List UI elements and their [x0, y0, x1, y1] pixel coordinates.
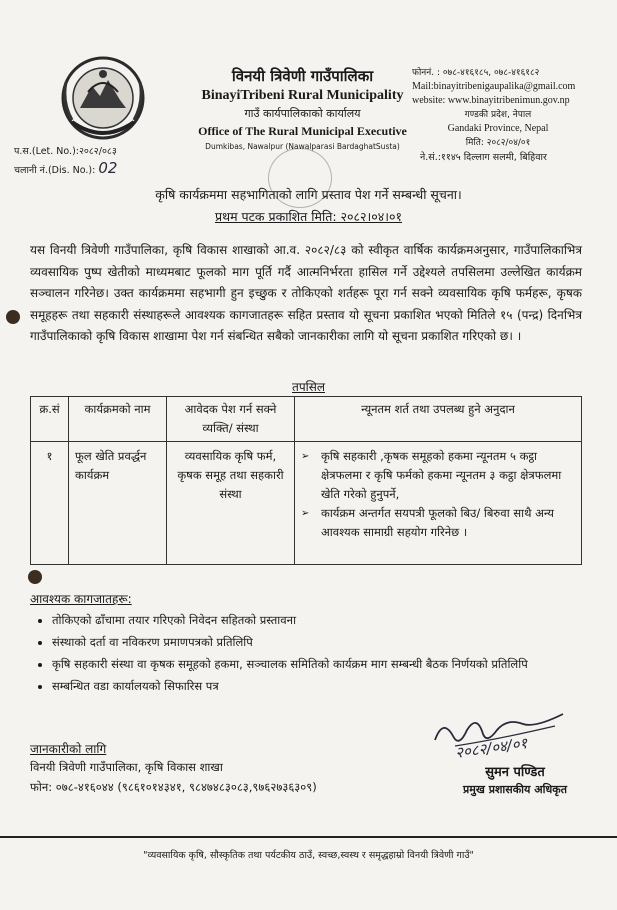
dispatch-number-label: चलानी नं.(Dis. No.):: [14, 165, 96, 176]
province-en: Gandaki Province, Nepal: [447, 123, 549, 134]
website-address: website: www.binayitribenimun.gov.np: [412, 95, 570, 106]
column-header-sn: क्र.सं: [31, 397, 69, 442]
phone-numbers: फोननं. : ०७८-४१६१८५, ०७८-४१६१८२: [412, 68, 540, 78]
footer-divider: [0, 836, 617, 838]
column-header-conditions: न्यूनतम शर्त तथा उपलब्ध हुने अनुदान: [295, 397, 582, 442]
office-name-np: गाउँ कार्यपालिकाको कार्यालय: [244, 107, 361, 120]
contact-block: [412, 66, 612, 150]
list-item: • तोकिएको ढाँचामा तयार गरिएको निवेदन सहितको प्रस्तावना: [52, 610, 572, 630]
column-header-program: कार्यक्रमको नाम: [69, 397, 167, 442]
list-item: • संस्थाको दर्ता वा नविकरण प्रमाणपत्रको प्रतिलिपि: [52, 632, 572, 652]
signature-date: २०८२/०४/०१: [454, 734, 529, 762]
cell-applicant: व्यवसायिक कृषि फर्म, कृषक समूह तथा सहकारी संस्था: [167, 442, 295, 565]
condition-item: ➢ कार्यक्रम अन्तर्गत सयपत्री फूलको बिउ/ बिरुवा साथै अन्य आवश्यक सामाग्री सहयोग गरिनेछ ।: [315, 504, 575, 542]
condition-item: ➢ कृषि सहकारी ,कृषक समूहको हकमा न्यूनतम ५ कट्ठा क्षेत्रफलमा र कृषि फर्मको हकमा न्यूनतम ३ कट्ठा क्षेत्रफलमा खेति गरेको हुनुपर्ने,: [315, 447, 575, 504]
list-item: • सम्बन्धित वडा कार्यालयको सिफारिस पत्र: [52, 676, 572, 696]
office-name-en: Office of The Rural Municipal Executive: [198, 124, 407, 138]
dispatch-number-value: 02: [98, 159, 118, 177]
office-heading: [185, 66, 420, 151]
footer-slogan: "व्यवसायिक कृषि, सौस्कृतिक तथा पर्यटकीय ठाउँ, स्वच्छ,स्वस्थ र समृद्धहाम्रो विनयी त्रिवेणी गाउँ": [143, 850, 474, 861]
municipality-name-np: विनयी त्रिवेणी गाउँपालिका: [231, 67, 374, 85]
table-row: [31, 442, 582, 565]
letter-date: मिति: २०८२/०४/०१: [465, 138, 531, 148]
cell-sn: १: [31, 442, 69, 565]
program-table: [30, 396, 582, 565]
nepal-sambat-date: ने.सं.:११४५ दिल्लाग सलमी, बिहिवार: [420, 152, 547, 163]
municipality-name-en: BinayiTribeni Rural Municipality: [201, 88, 404, 103]
signer-name: सुमन पण्डित: [485, 765, 545, 780]
schedule-heading: तपसिल: [291, 380, 325, 394]
cell-conditions: [295, 442, 582, 565]
email-address: Mail:binayitribenigaupalika@gmail.com: [412, 81, 576, 92]
notice-body: यस विनयी त्रिवेणी गाउँपालिका, कृषि विकास शाखाको आ.व. २०८२/८३ को स्वीकृत वार्षिक कार्यक्रमअनुसार, गाउँपालिकाभित्र व्यवसायिक पुष्प खेतीको माध्यमबाट फूलको माग पूर्ति गर्दै आत्मनिर्भरता हासिल गर्ने उद्देश्यले तपसिलमा उल्लेखित कार्यक्रम सञ्चालन गरिनेछ। उक्त कार्यक्रममा सहभागी हुन इच्छुक र तोकिएको शर्तहरू पूरा गर्न सक्ने व्यवसायिक कृषि फर्महरू, कृषक समूहहरू तथा सहकारी संस्थाहरूले आवश्यक कागजातहरू सहित प्रस्ताव यो सूचना प्रकाशित भएको मितिले १५ (पन्द्र) दिनभित्र गाउँपालिकाको कृषि विकास शाखामा पेश गर्न संबन्धित सबैको जानकारीका लागि यो सूचना प्रकाशित गरिएको छ। ।: [30, 243, 582, 343]
first-published-date: प्रथम पटक प्रकाशित मिति: २०८२।०४।०१: [214, 209, 403, 224]
letter-numbers: [14, 144, 117, 179]
for-information-title: जानकारीको लागि: [30, 742, 107, 756]
required-documents-list: [30, 610, 572, 698]
office-address: Dumkibas, Nawalpur (Nawalparasi BardaghatSusta): [205, 142, 400, 151]
province-np: गण्डकी प्रदेश, नेपाल: [464, 110, 532, 120]
nepal-emblem-icon: [58, 52, 148, 144]
punch-hole: [6, 310, 20, 324]
info-office: विनयी त्रिवेणी गाउँपालिका, कृषि विकास शाखा: [30, 760, 223, 774]
list-item: • कृषि सहकारी संस्था वा कृषक समूहको हकमा, सञ्चालक समितिको कार्यक्रम माग सम्बन्धी बैठक निर्णयको प्रतिलिपि: [52, 654, 572, 674]
info-phone: फोन: ०७८-४१६०४४ (९८६१०१४३४१, ९८४७४८३०८३,९७६२७३६३०९): [30, 780, 317, 794]
signer-title: प्रमुख प्रशासकीय अधिकृत: [463, 783, 567, 796]
notice-subject: कृषि कार्यक्रममा सहभागिताको लागि प्रस्ताव पेश गर्ने सम्बन्धी सूचना।: [155, 187, 462, 202]
table-header-row: [31, 397, 582, 442]
column-header-applicant: आवेदक पेश गर्न सक्ने व्यक्ति/ संस्था: [167, 397, 295, 442]
letter-number: प.स.(Let. No.):२०८२/०८३: [14, 146, 117, 157]
required-documents-title: आवश्यक कागजातहरू:: [30, 592, 132, 606]
cell-program: फूल खेति प्रवर्द्धन कार्यक्रम: [69, 442, 167, 565]
punch-hole: [28, 570, 42, 584]
